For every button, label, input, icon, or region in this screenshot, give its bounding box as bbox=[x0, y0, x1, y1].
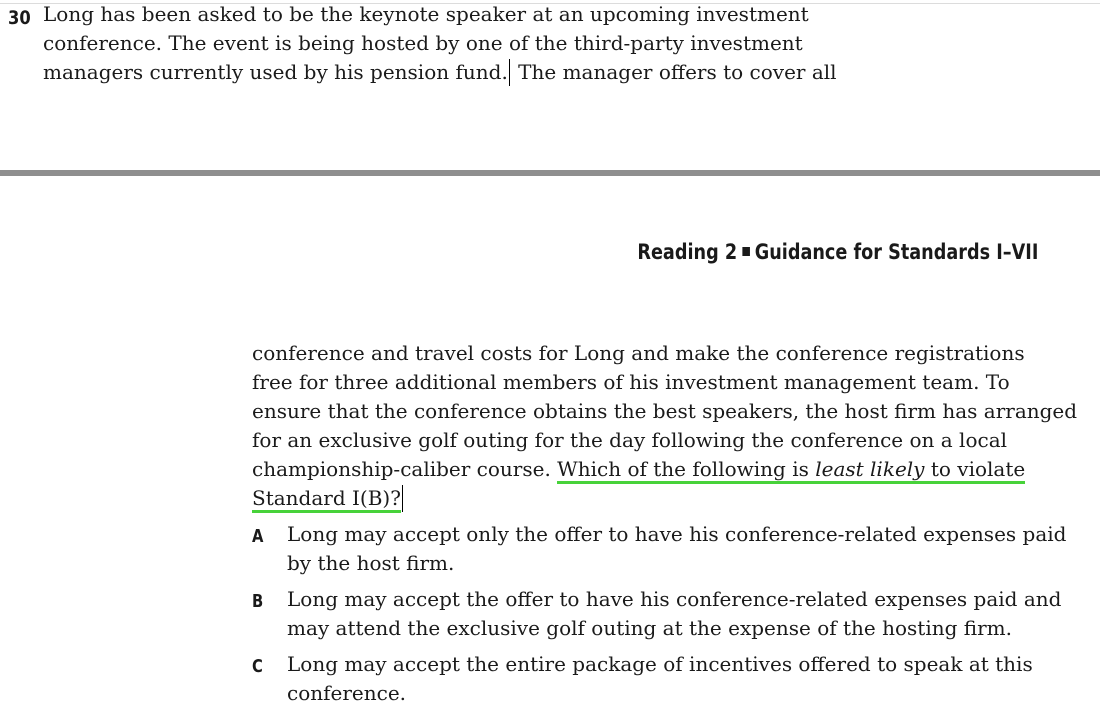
highlighted-prompt[interactable] bbox=[557, 457, 1025, 484]
option-line: Long may accept the entire package of incentives offered to speak at this bbox=[287, 652, 1033, 676]
option-b[interactable] bbox=[252, 585, 1062, 643]
stem-line: Long has been asked to be the keynote speaker at an upcoming investment bbox=[43, 2, 809, 26]
square-separator-icon bbox=[742, 247, 750, 256]
stem-line: conference and travel costs for Long and make the conference registrations bbox=[252, 341, 1025, 365]
prompt-emphasis: least likely bbox=[815, 457, 925, 481]
text-cursor bbox=[509, 59, 510, 86]
stem-text: The manager offers to cover all bbox=[511, 60, 837, 84]
stem-line bbox=[252, 484, 1052, 513]
running-head bbox=[637, 236, 1038, 268]
option-letter: A bbox=[252, 526, 264, 547]
stem-text: managers currently used by his pension fund. bbox=[43, 60, 508, 84]
option-text bbox=[287, 585, 1062, 643]
question-stem-top bbox=[43, 0, 837, 87]
option-a[interactable] bbox=[252, 520, 1067, 578]
option-letter: C bbox=[252, 656, 263, 677]
prompt-text: Which of the following is bbox=[557, 457, 816, 481]
text-cursor bbox=[402, 485, 403, 512]
prompt-text: to violate bbox=[924, 457, 1026, 481]
question-stem-continued bbox=[252, 339, 1078, 513]
option-line: Long may accept the offer to have his conference-related expenses paid and bbox=[287, 587, 1062, 611]
stem-line bbox=[252, 455, 1052, 484]
reading-title: Guidance for Standards I–VII bbox=[754, 240, 1038, 264]
option-line: by the host firm. bbox=[287, 551, 455, 575]
page-break-divider bbox=[0, 170, 1100, 176]
option-letter: B bbox=[252, 591, 264, 612]
option-text bbox=[287, 650, 1052, 708]
option-line: Long may accept only the offer to have his conference-related expenses paid bbox=[287, 522, 1067, 546]
answer-options bbox=[252, 520, 1067, 708]
stem-line: conference. The event is being hosted by one of the third-party investment bbox=[43, 31, 803, 55]
reading-label: Reading 2 bbox=[636, 240, 737, 264]
question-number: 30 bbox=[8, 7, 31, 29]
stem-line: ensure that the conference obtains the best speakers, the host firm has arranged bbox=[252, 399, 1078, 423]
stem-line bbox=[43, 58, 837, 87]
stem-line: free for three additional members of his investment management team. To bbox=[252, 370, 1010, 394]
stem-text: championship-caliber course. bbox=[252, 457, 558, 481]
stem-line: for an exclusive golf outing for the day following the conference on a local bbox=[252, 428, 1008, 452]
option-line: may attend the exclusive golf outing at the expense of the hosting firm. bbox=[287, 616, 1012, 640]
option-line: conference. bbox=[287, 681, 407, 705]
option-c[interactable] bbox=[252, 650, 1052, 708]
highlighted-prompt[interactable]: Standard I(B)? bbox=[252, 486, 401, 513]
option-text bbox=[287, 520, 1067, 578]
